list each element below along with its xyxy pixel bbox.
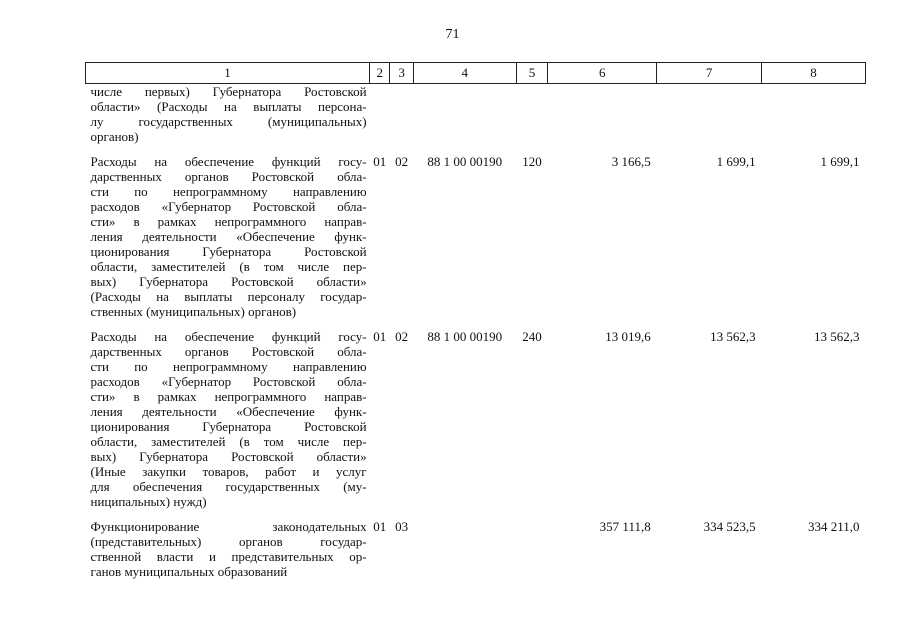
amount-col-8: 334 211,0 — [807, 519, 860, 534]
header-col-4: 4 — [413, 63, 516, 84]
description-line: (представительных) органов государ- — [90, 534, 367, 549]
target-article-code: 88 1 00 00190 — [427, 154, 503, 169]
description-line: ления деятельности «Обеспечение функ- — [90, 404, 367, 419]
subsection-code: 03 — [395, 519, 409, 534]
description-line: ственной власти и представительных ор- — [90, 549, 367, 564]
header-col-3: 3 — [390, 63, 413, 84]
section-code: 01 — [373, 154, 387, 169]
row-description — [86, 84, 370, 155]
subsection-code: 02 — [395, 329, 409, 344]
target-article-code — [413, 84, 516, 155]
amount-col-7 — [657, 84, 762, 155]
description-line: органов) — [90, 129, 139, 144]
row-description — [86, 329, 370, 519]
description-line: ганов муниципальных образований — [90, 564, 288, 579]
section-code: 01 — [373, 519, 387, 534]
header-col-5: 5 — [516, 63, 548, 84]
budget-table — [85, 62, 866, 589]
header-col-7: 7 — [657, 63, 762, 84]
page-number: 71 — [445, 27, 460, 42]
description-line: сти» в рамках непрограммного направ- — [90, 214, 367, 229]
description-line: области, заместителей (в том числе пер- — [90, 259, 367, 274]
description-line: сти по непрограммному направлению — [90, 184, 367, 199]
target-article-code — [413, 519, 516, 589]
description-line: ления деятельности «Обеспечение функ- — [90, 229, 367, 244]
description-line: вых) Губернатора Ростовской области» — [90, 449, 367, 464]
description-line: вых) Губернатора Ростовской области» — [90, 274, 367, 289]
description-line: ционирования Губернатора Ростовской — [90, 419, 367, 434]
table-row — [86, 519, 866, 589]
description-line: (Иные закупки товаров, работ и услуг — [90, 464, 367, 479]
subsection-code: 02 — [395, 154, 409, 169]
amount-col-7: 13 562,3 — [710, 329, 756, 344]
amount-col-7: 334 523,5 — [703, 519, 756, 534]
table-row — [86, 154, 866, 329]
description-line: расходов «Губернатор Ростовской обла- — [90, 374, 367, 389]
amount-col-6 — [548, 84, 657, 155]
description-line: Расходы на обеспечение функций госу- — [90, 329, 367, 344]
expense-type-code: 240 — [522, 329, 542, 344]
amount-col-7: 1 699,1 — [716, 154, 756, 169]
expense-type-code: 120 — [522, 154, 542, 169]
header-row — [86, 63, 866, 84]
amount-col-6: 13 019,6 — [605, 329, 651, 344]
target-article-code: 88 1 00 00190 — [427, 329, 503, 344]
description-line: области» (Расходы на выплаты персона- — [90, 99, 367, 114]
description-line: дарственных органов Ростовской обла- — [90, 344, 367, 359]
row-description — [86, 154, 370, 329]
section-code — [370, 84, 390, 155]
description-line: ционирования Губернатора Ростовской — [90, 244, 367, 259]
description-line: (Расходы на выплаты персоналу государ- — [90, 289, 367, 304]
description-line: Функционирование законодательных — [90, 519, 367, 534]
description-line: области, заместителей (в том числе пер- — [90, 434, 367, 449]
header-col-8: 8 — [762, 63, 866, 84]
amount-col-8: 13 562,3 — [814, 329, 860, 344]
amount-col-8 — [762, 84, 866, 155]
description-line: лу государственных (муниципальных) — [90, 114, 367, 129]
description-line: для обеспечения государственных (му- — [90, 479, 367, 494]
row-description — [86, 519, 370, 589]
description-line: сти» в рамках непрограммного направ- — [90, 389, 367, 404]
header-col-2: 2 — [370, 63, 390, 84]
description-line: расходов «Губернатор Ростовской обла- — [90, 199, 367, 214]
header-col-1: 1 — [86, 63, 370, 84]
header-col-6: 6 — [548, 63, 657, 84]
description-line: ственных (муниципальных) органов) — [90, 304, 297, 319]
expense-type-code — [516, 519, 548, 589]
description-line: числе первых) Губернатора Ростовской — [90, 84, 367, 99]
section-code: 01 — [373, 329, 387, 344]
description-line: дарственных органов Ростовской обла- — [90, 169, 367, 184]
table-row — [86, 329, 866, 519]
amount-col-8: 1 699,1 — [820, 154, 860, 169]
expense-type-code — [516, 84, 548, 155]
subsection-code — [390, 84, 413, 155]
description-line: сти по непрограммному направлению — [90, 359, 367, 374]
amount-col-6: 357 111,8 — [599, 519, 651, 534]
description-line: ниципальных) нужд) — [90, 494, 207, 509]
description-line: Расходы на обеспечение функций госу- — [90, 154, 367, 169]
amount-col-6: 3 166,5 — [611, 154, 651, 169]
table-row — [86, 84, 866, 155]
